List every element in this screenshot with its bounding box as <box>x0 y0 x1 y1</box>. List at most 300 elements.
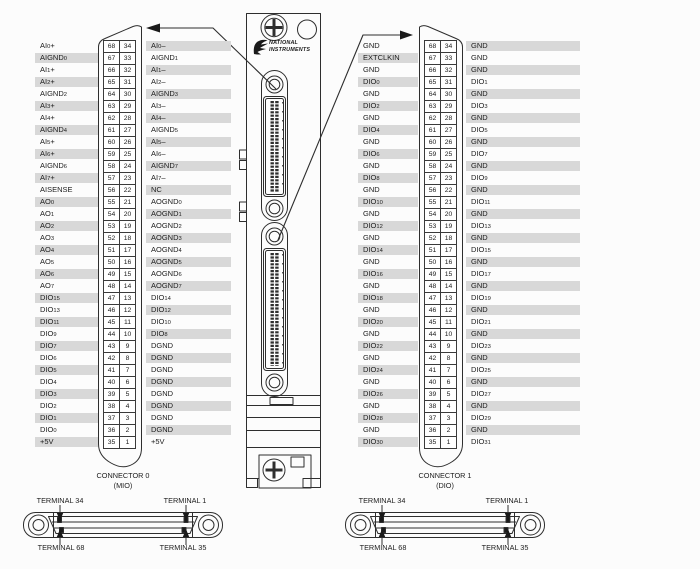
pin-number-left: 67 <box>104 53 120 64</box>
pin-number-right: 7 <box>446 367 451 374</box>
signal-label-left: GND <box>363 41 380 50</box>
signal-label-left: AI4+ <box>40 113 55 122</box>
pin-number-right: 5 <box>446 391 451 398</box>
pin-number-right: 2 <box>446 427 451 434</box>
pin-row <box>358 220 580 232</box>
signal-index: 6 <box>178 272 182 278</box>
connector0-pin-table <box>35 40 231 450</box>
signal-index: 10 <box>164 320 171 326</box>
signal-label-right: GND <box>466 161 580 171</box>
pin-row <box>35 364 231 376</box>
signal-label-right: GND <box>466 113 580 123</box>
signal-label-left: AO6 <box>35 269 98 279</box>
signal-index: 9 <box>484 176 488 182</box>
signal-label-right: AI4– <box>146 113 231 123</box>
signal-label-right: GND <box>466 41 580 51</box>
pin-number-left: 35 <box>104 437 120 448</box>
signal-label-left: DIO20 <box>358 317 418 327</box>
signal-label-right: AIGND1 <box>151 53 178 62</box>
pin-number-left: 51 <box>104 245 120 256</box>
terminal-diagram-connector1 <box>346 505 545 545</box>
pin-number-right: 16 <box>123 259 132 266</box>
pin-number-right: 29 <box>123 103 132 110</box>
connector0-title <box>63 471 183 490</box>
signal-label-left: DIO5 <box>35 365 98 375</box>
signal-label-right: DGND <box>151 341 174 350</box>
pin-number-left: 58 <box>104 161 120 172</box>
signal-label-right: GND <box>466 377 580 387</box>
terminal-35-label-conn0: TERMINAL 35 <box>159 543 207 552</box>
pin-number-left: 43 <box>425 341 441 352</box>
pin-row <box>358 172 580 184</box>
pin-number-left: 48 <box>104 281 120 292</box>
signal-label-left: GND <box>363 113 380 122</box>
ni-eagle-icon <box>254 40 268 55</box>
pin-row <box>358 388 580 400</box>
pin-number-left: 50 <box>425 257 441 268</box>
signal-label-left: DIO16 <box>358 269 418 279</box>
signal-label-right: DIO1 <box>471 77 488 86</box>
pin-number-left: 61 <box>425 125 441 136</box>
pin-number-left: 49 <box>104 269 120 280</box>
pin-number-right: 24 <box>123 163 132 170</box>
pin-number-right: 23 <box>444 175 453 182</box>
pin-number-right: 10 <box>123 331 132 338</box>
pin-number-right: 9 <box>446 343 451 350</box>
signal-label-left: DIO2 <box>40 401 57 410</box>
pin-row <box>35 316 231 328</box>
pin-row <box>35 340 231 352</box>
pin-number-right: 19 <box>444 223 453 230</box>
terminal-diagram-connector0 <box>24 505 223 545</box>
signal-label-right: DIO15 <box>471 245 491 254</box>
pin-number-right: 22 <box>444 187 453 194</box>
signal-label-right: GND <box>466 209 580 219</box>
terminal-68-label-conn1: TERMINAL 68 <box>359 543 407 552</box>
signal-index: 3 <box>53 392 57 398</box>
signal-label-left: DIO10 <box>358 197 418 207</box>
pin-number-left: 60 <box>104 137 120 148</box>
signal-label-right: GND <box>466 329 580 339</box>
signal-label-left: AI5+ <box>40 137 55 146</box>
pin-number-right: 18 <box>444 235 453 242</box>
pin-number-right: 26 <box>123 139 132 146</box>
pin-row <box>358 436 580 448</box>
pin-number-left: 37 <box>104 413 120 424</box>
signal-label-left: DIO24 <box>358 365 418 375</box>
pin-number-left: 66 <box>425 65 441 76</box>
pin-number-right: 17 <box>444 247 453 254</box>
pin-row <box>358 124 580 136</box>
signal-label-right: GND <box>466 65 580 75</box>
pin-number-right: 17 <box>123 247 132 254</box>
pin-number-left: 41 <box>425 365 441 376</box>
signal-label-right: AI0– <box>146 41 231 51</box>
signal-label-left: AO4 <box>35 245 98 255</box>
signal-index: 5 <box>50 260 55 266</box>
signal-label-left: DIO6 <box>358 149 418 159</box>
signal-label-right: DIO17 <box>471 269 491 278</box>
signal-index: 21 <box>484 320 491 326</box>
pin-number-right: 34 <box>123 43 132 50</box>
signal-index: 8 <box>164 332 168 338</box>
signal-index: 3 <box>178 236 182 242</box>
signal-label-left: DIO7 <box>35 341 98 351</box>
pin-number-left: 36 <box>104 425 120 436</box>
signal-label-left: GND <box>363 161 380 170</box>
signal-label-right: AOGND3 <box>146 233 231 243</box>
pin-number-left: 45 <box>104 317 120 328</box>
signal-label-right: DIO11 <box>471 197 491 206</box>
pin-number-right: 5 <box>125 391 130 398</box>
pin-row <box>35 64 231 76</box>
pin-number-left: 55 <box>104 197 120 208</box>
pin-number-right: 19 <box>123 223 132 230</box>
pin-row <box>35 232 231 244</box>
pin-number-left: 57 <box>425 173 441 184</box>
signal-label-left: +5V <box>35 437 98 447</box>
terminal-34-label-conn1: TERMINAL 34 <box>358 496 406 505</box>
pin-row <box>358 64 580 76</box>
pin-number-right: 13 <box>123 295 132 302</box>
pin-number-right: 4 <box>446 403 451 410</box>
signal-index: 7 <box>174 164 178 170</box>
pin-row <box>358 52 580 64</box>
pin-row <box>358 352 580 364</box>
pin-number-right: 3 <box>446 415 451 422</box>
signal-index: 5 <box>484 128 488 134</box>
pin-number-right: 25 <box>123 151 132 158</box>
pin-number-right: 4 <box>125 403 130 410</box>
pin-number-right: 16 <box>444 259 453 266</box>
signal-index: 6 <box>53 356 57 362</box>
pin-number-right: 21 <box>123 199 132 206</box>
signal-label-right: GND <box>466 281 580 291</box>
signal-label-left: GND <box>363 89 380 98</box>
signal-label-left: GND <box>363 377 380 386</box>
signal-label-left: AO5 <box>40 257 55 266</box>
signal-index: 24 <box>376 368 383 374</box>
signal-index: 0 <box>50 200 55 206</box>
pin-number-right: 21 <box>444 199 453 206</box>
pin-row <box>35 40 231 52</box>
pin-number-left: 55 <box>425 197 441 208</box>
signal-label-left: DIO30 <box>358 437 418 447</box>
pin-number-left: 63 <box>104 101 120 112</box>
pin-row <box>358 400 580 412</box>
signal-label-left: AI1+ <box>40 65 55 74</box>
signal-label-left: GND <box>363 305 380 314</box>
signal-label-right: AIGND3 <box>146 89 231 99</box>
pin-number-left: 54 <box>104 209 120 220</box>
pin-number-left: 65 <box>104 77 120 88</box>
pin-row <box>358 148 580 160</box>
pin-number-left: 40 <box>425 377 441 388</box>
signal-index: 7 <box>158 176 162 182</box>
pin-number-left: 68 <box>104 41 120 52</box>
pin-number-left: 65 <box>425 77 441 88</box>
pin-row <box>35 436 231 448</box>
signal-label-right: GND <box>466 257 580 267</box>
signal-index: 7 <box>53 344 57 350</box>
signal-index: 4 <box>376 128 380 134</box>
signal-index: 5 <box>178 260 182 266</box>
pin-number-right: 14 <box>444 283 453 290</box>
pin-number-left: 64 <box>104 89 120 100</box>
pin-row <box>35 388 231 400</box>
pin-row <box>35 268 231 280</box>
signal-index: 3 <box>174 92 178 98</box>
signal-index: 2 <box>178 224 182 230</box>
pin-number-left: 68 <box>425 41 441 52</box>
signal-index: 1 <box>47 68 51 74</box>
signal-label-right: GND <box>466 305 580 315</box>
signal-index: 6 <box>376 152 380 158</box>
pin-row <box>35 220 231 232</box>
ni-brand-line1: NATIONAL <box>269 40 299 46</box>
signal-label-left: DIO11 <box>35 317 98 327</box>
pin-row <box>358 316 580 328</box>
signal-label-right: GND <box>466 185 580 195</box>
indicator-hole <box>298 20 317 39</box>
signal-label-right: DIO3 <box>471 101 488 110</box>
pin-number-left: 46 <box>104 305 120 316</box>
signal-label-left: GND <box>363 257 380 266</box>
pin-number-right: 15 <box>123 271 132 278</box>
signal-label-right: DIO14 <box>151 293 171 302</box>
signal-index: 4 <box>53 380 57 386</box>
signal-index: 4 <box>178 248 182 254</box>
signal-index: 7 <box>178 284 182 290</box>
signal-index: 10 <box>376 200 383 206</box>
pin-number-right: 33 <box>123 55 132 62</box>
pin-number-right: 27 <box>123 127 132 134</box>
pin-row <box>35 304 231 316</box>
signal-index: 0 <box>63 56 67 62</box>
pin-row <box>35 88 231 100</box>
signal-label-left: GND <box>363 353 380 362</box>
pin-number-right: 3 <box>125 415 130 422</box>
signal-index: 1 <box>158 68 162 74</box>
signal-index: 2 <box>158 80 162 86</box>
pin-number-left: 42 <box>104 353 120 364</box>
pin-number-left: 44 <box>425 329 441 340</box>
signal-label-left: DIO26 <box>358 389 418 399</box>
pin-number-left: 42 <box>425 353 441 364</box>
signal-index: 13 <box>53 308 60 314</box>
signal-index: 11 <box>484 200 491 206</box>
pin-number-right: 31 <box>123 79 132 86</box>
pin-number-left: 38 <box>425 401 441 412</box>
pin-row <box>358 244 580 256</box>
signal-label-right: AI3– <box>151 101 166 110</box>
pin-number-left: 53 <box>425 221 441 232</box>
signal-label-right: AI6– <box>151 149 166 158</box>
signal-label-left: DIO1 <box>35 413 98 423</box>
pin-number-left: 43 <box>104 341 120 352</box>
signal-index: 7 <box>50 284 55 290</box>
signal-label-right: GND <box>466 425 580 435</box>
signal-index: 1 <box>50 212 55 218</box>
pin-number-right: 33 <box>444 55 453 62</box>
pin-row <box>358 196 580 208</box>
pin-row <box>358 136 580 148</box>
signal-index: 7 <box>47 176 51 182</box>
signal-label-right: GND <box>466 233 580 243</box>
pin-number-right: 6 <box>446 379 451 386</box>
pin-row <box>358 328 580 340</box>
pin-row <box>35 148 231 160</box>
signal-index: 29 <box>484 416 491 422</box>
signal-index: 28 <box>376 416 383 422</box>
pin-number-left: 39 <box>104 389 120 400</box>
pin-number-pair <box>103 436 136 449</box>
signal-index: 12 <box>164 308 171 314</box>
signal-index: 15 <box>484 248 491 254</box>
signal-index: 0 <box>376 80 380 86</box>
connector1-title <box>385 471 505 490</box>
pin-number-right: 23 <box>123 175 132 182</box>
signal-index: 30 <box>376 440 383 446</box>
signal-label-left: DIO3 <box>35 389 98 399</box>
signal-label-left: AO3 <box>40 233 55 242</box>
signal-index: 5 <box>47 140 51 146</box>
signal-label-left: AIGND0 <box>35 53 98 63</box>
pin-row <box>35 256 231 268</box>
pin-row <box>358 412 580 424</box>
connector1-pin-table <box>358 40 580 450</box>
pin-number-left: 58 <box>425 161 441 172</box>
signal-index: 2 <box>47 80 51 86</box>
signal-label-left: DIO9 <box>40 329 57 338</box>
pin-row <box>358 292 580 304</box>
pin-row <box>358 100 580 112</box>
signal-label-left: DIO0 <box>40 425 57 434</box>
signal-index: 2 <box>50 224 55 230</box>
pin-number-right: 1 <box>446 439 451 446</box>
signal-index: 11 <box>53 320 60 326</box>
pin-number-left: 41 <box>104 365 120 376</box>
pin-row <box>358 256 580 268</box>
signal-index: 5 <box>53 368 57 374</box>
signal-label-left: AI3+ <box>35 101 98 111</box>
signal-index: 4 <box>63 128 67 134</box>
pin-number-right: 20 <box>123 211 132 218</box>
signal-label-right: DIO31 <box>471 437 491 446</box>
signal-index: 3 <box>50 236 55 242</box>
signal-label-left: DIO6 <box>40 353 57 362</box>
pin-row <box>358 40 580 52</box>
pin-number-right: 28 <box>444 115 453 122</box>
terminal-1-label-conn1: TERMINAL 1 <box>485 496 529 505</box>
pin-row <box>358 268 580 280</box>
signal-index: 1 <box>53 416 57 422</box>
signal-label-right: AOGND5 <box>146 257 231 267</box>
signal-label-left: AO0 <box>35 197 98 207</box>
signal-index: 6 <box>47 152 51 158</box>
signal-index: 2 <box>53 404 57 410</box>
ni-brand-line2: INSTRUMENTS <box>269 47 311 53</box>
pin-row <box>35 376 231 388</box>
terminal-68-label-conn0: TERMINAL 68 <box>37 543 85 552</box>
signal-label-right: DGND <box>146 353 231 363</box>
signal-label-right: DIO27 <box>471 389 491 398</box>
signal-index: 15 <box>53 296 60 302</box>
signal-index: 7 <box>484 152 488 158</box>
signal-label-right: DGND <box>146 377 231 387</box>
pin-number-left: 61 <box>104 125 120 136</box>
pin-row <box>35 112 231 124</box>
signal-label-left: GND <box>363 401 380 410</box>
pin-row <box>358 88 580 100</box>
pin-number-left: 59 <box>104 149 120 160</box>
signal-label-left: EXTCLKIN <box>358 53 418 63</box>
signal-label-right: GND <box>466 353 580 363</box>
pin-number-right: 13 <box>444 295 453 302</box>
pin-number-left: 47 <box>425 293 441 304</box>
pin-number-right: 25 <box>444 151 453 158</box>
signal-index: 6 <box>63 164 67 170</box>
signal-label-left: AI6+ <box>35 149 98 159</box>
pin-number-left: 60 <box>425 137 441 148</box>
pin-number-left: 66 <box>104 65 120 76</box>
signal-label-right: DIO9 <box>471 173 488 182</box>
signal-index: 0 <box>47 44 51 50</box>
pin-row <box>358 376 580 388</box>
pin-row <box>358 304 580 316</box>
signal-label-left: AI0+ <box>40 41 55 50</box>
pin-number-left: 53 <box>104 221 120 232</box>
signal-label-left: DIO2 <box>358 101 418 111</box>
module-upper-connector <box>262 71 288 221</box>
pin-number-right: 31 <box>444 79 453 86</box>
pin-number-right: 32 <box>444 67 453 74</box>
pin-number-left: 35 <box>425 437 441 448</box>
pin-number-right: 29 <box>444 103 453 110</box>
signal-index: 8 <box>376 176 380 182</box>
pin-number-left: 48 <box>425 281 441 292</box>
pin-row <box>35 412 231 424</box>
pin-row <box>358 364 580 376</box>
module-lower-connector <box>262 223 288 397</box>
signal-label-right: DIO8 <box>146 329 231 339</box>
signal-label-left: AIGND6 <box>40 161 67 170</box>
signal-label-left: DIO18 <box>358 293 418 303</box>
pin-number-right: 18 <box>123 235 132 242</box>
signal-label-right: DIO23 <box>471 341 491 350</box>
signal-label-right: GND <box>466 89 580 99</box>
pin-number-right: 8 <box>125 355 130 362</box>
signal-index: 4 <box>47 116 51 122</box>
pin-row <box>35 196 231 208</box>
signal-label-right: AOGND0 <box>151 197 182 206</box>
bottom-screw-icon <box>263 459 285 481</box>
signal-label-right: AOGND4 <box>151 245 182 254</box>
signal-label-right: AI1– <box>146 65 231 75</box>
pin-row <box>35 124 231 136</box>
signal-label-right: +5V <box>151 437 165 446</box>
signal-index: 2 <box>376 104 380 110</box>
signal-label-left: AO1 <box>40 209 55 218</box>
pin-number-left: 49 <box>425 269 441 280</box>
pin-row <box>358 112 580 124</box>
connector1-title-line1: CONNECTOR 1 <box>418 471 472 480</box>
signal-index: 0 <box>53 428 57 434</box>
signal-label-left: AIGND2 <box>40 89 67 98</box>
pin-number-right: 32 <box>123 67 132 74</box>
pin-number-right: 9 <box>125 343 130 350</box>
signal-index: 3 <box>47 104 51 110</box>
